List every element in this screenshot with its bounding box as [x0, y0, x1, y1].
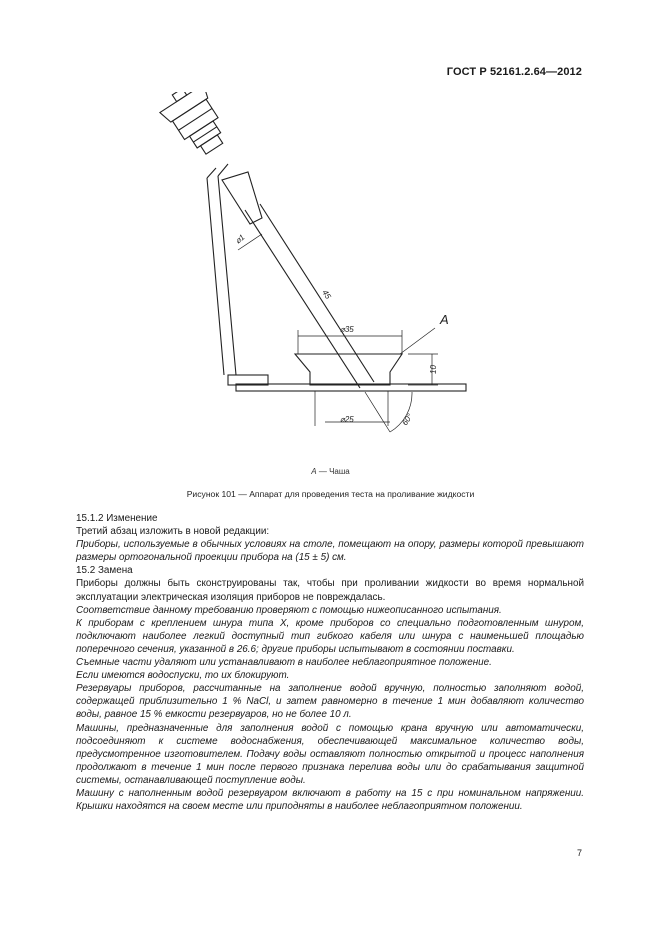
paragraph: Резервуары приборов, рассчитанные на заполнение водой вручную, полностью заполняют водой, содержащей приблизительно 1 % NaCl, и затем равномерно в течение 1 мин добавляют количество воды, равное 15 % емкости резервуаров, но не более 10 л. [76, 683, 584, 721]
paragraph: 15.2 Замена [76, 565, 133, 577]
paragraph: Соответствие данному требованию проверяют с помощью нижеописанного испытания. [76, 604, 502, 616]
nozzle-cone [222, 172, 262, 224]
apparatus-figure [150, 92, 490, 472]
dim-angle: 60° [400, 412, 415, 428]
dim-tube-length: 45 [320, 288, 333, 301]
drip-tube [245, 204, 374, 388]
apparatus-drawing [150, 92, 490, 472]
body-text [76, 512, 584, 813]
legend-letter: A [311, 467, 317, 476]
legend-text: — Чаша [316, 467, 350, 476]
dim-bowl-diameter: ⌀35 [340, 325, 354, 334]
dim-bowl-height: 10 [429, 365, 438, 374]
paragraph: К приборам с креплением шнура типа X, кроме приборов со специально подготовленным шнуром, подключают наиболее легкий доступный тип гибкого кабеля или шнура с наименьшей площадью поперечного сечения, указанной в 26.6; другие приборы испытывают в состоянии поставки. [76, 617, 584, 655]
valve-assembly [156, 92, 237, 163]
page-number: 7 [576, 848, 582, 858]
figure-legend [0, 467, 661, 476]
paragraph: Третий абзац изложить в новой редакции: [76, 526, 270, 538]
paragraph: Машину с наполненным водой резервуаром включают в работу на 15 с при номинальном напряжении. Крышки находятся на своем месте или приподняты в наиболее неблагоприятном положении. [76, 787, 584, 813]
paragraph: Съемные части удаляют или устанавливают в наиболее неблагоприятное положение. [76, 657, 492, 669]
stand-arm [207, 176, 236, 375]
paragraph: Приборы, используемые в обычных условиях на столе, помещают на опору, размеры которой превышают размеры ортогональной проекции прибора на (15 ± 5) см. [76, 539, 584, 564]
document-code: ГОСТ Р 52161.2.64—2012 [446, 66, 582, 78]
dim-bottom-diameter: ⌀25 [340, 415, 354, 424]
figure-caption: Рисунок 101 — Аппарат для проведения теста на проливание жидкости [186, 489, 475, 499]
paragraph: Если имеются водоспуски, то их блокируют. [76, 670, 290, 682]
dim-nozzle-diameter: ⌀1 [233, 232, 247, 246]
paragraph: 15.1.2 Изменение [76, 513, 158, 524]
paragraph: Приборы должны быть сконструированы так, чтобы при проливании жидкости во время нормальной эксплуатации электрическая изоляция приборов не повреждалась. [76, 578, 584, 603]
paragraph: Машины, предназначенные для заполнения водой с помощью крана вручную или автоматически, подсоединяют к системе водоснабжения, обеспечивающей максимальное количество воды, предусмотренное изготовителем. Подачу воды оставляют полностью открытой и процесс наполнения продолжают в течение 1 мин после первого признака перелива воды или до срабатывания защитной системы, останавливающей поступление воды. [76, 722, 584, 786]
bowl-label: A [440, 312, 449, 327]
